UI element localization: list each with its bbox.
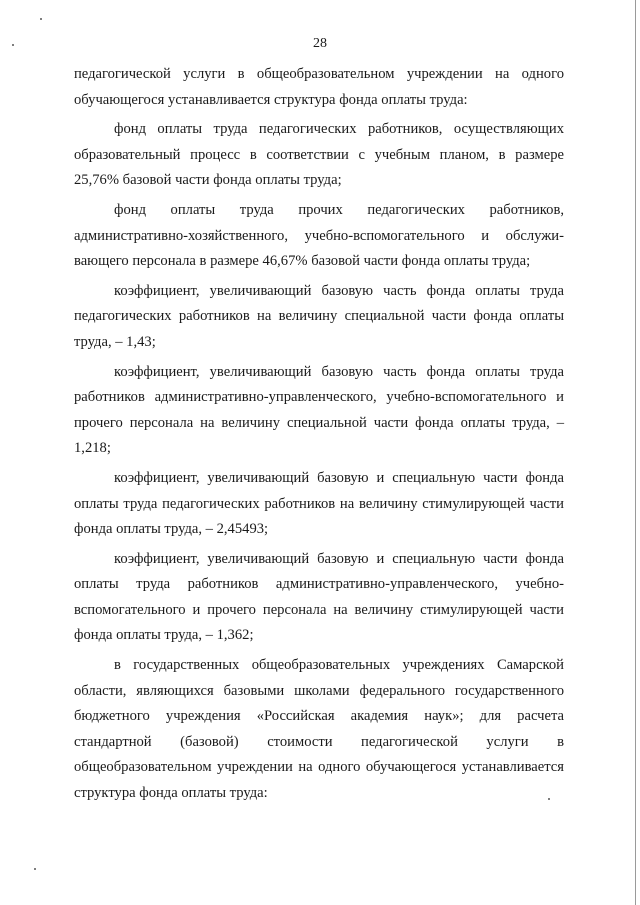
scan-speck [34,868,36,870]
scan-speck [40,18,42,20]
paragraph: коэффициент, увеличивающий базовую часть фонда оплаты труда педагогических работников на величину специальной части фонда оплаты труда, – 1,43; [74,282,564,350]
paragraph: фонд оплаты труда прочих педагогических работников, административно-хозяйственного, учебно-вспомогательного и обслуживающего персонала в размере 46,67% базовой части фонда оплаты труда; [74,201,564,270]
paragraph: коэффициент, увеличивающий базовую часть фонда оплаты труда работников административно-управленческого, учебно-вспомогательного и прочего персонала на величину специальной части фонда оплаты труда, – 1,218; [74,363,564,457]
paragraph: в государственных общеобразовательных учреждениях Самарской области, являющихся базовыми школами федерального государственного бюджетного учреждения «Российская академия наук»; для расчета стандартной (базовой) стоимости педагогической услуги в общеобразовательном учреждении на одного обучающегося устанавливается структура фонда оплаты труда: [74,657,564,802]
page-number: 28 [313,36,327,51]
paragraph: фонд оплаты труда педагогических работников, осуществляющих образовательный процесс в соответствии с учебным планом, в размере 25,76% базовой части фонда оплаты труда; [74,121,564,189]
paragraph: коэффициент, увеличивающий базовую и специальную части фонда оплаты труда педагогических работников на величину стимулирующей части фонда оплаты труда, – 2,45493; [74,469,564,538]
page-edge-line [635,0,636,905]
paragraph: педагогической услуги в общеобразовательном учреждении на одного обучающегося устанавливается структура фонда оплаты труда: [74,66,564,108]
document-body [74,62,564,811]
paragraph: коэффициент, увеличивающий базовую и специальную части фонда оплаты труда работников административно-управленческого, учебно-вспомогательного и прочего персонала на величину стимулирующей части фонда оплаты труда, – 1,362; [74,550,564,644]
